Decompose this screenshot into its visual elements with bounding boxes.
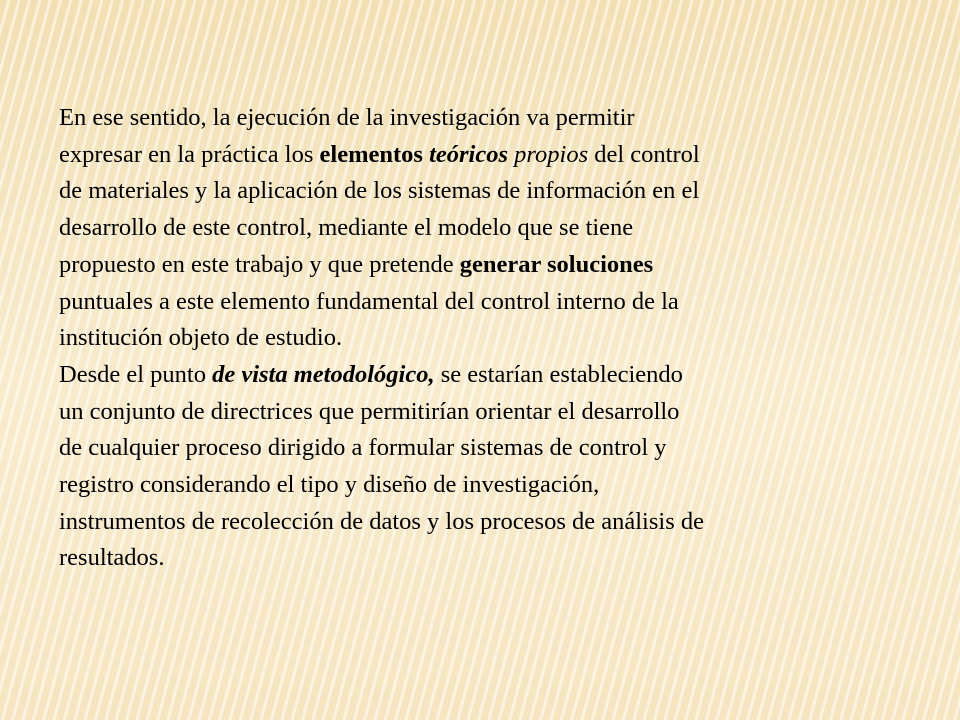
paragraph-1-line-1: En ese sentido, la ejecución de la investigación va permitir [59, 104, 635, 131]
paragraph-1-line-2 [59, 137, 909, 174]
bold-text: elementos [319, 140, 423, 168]
italic-text: teóricos [429, 140, 509, 168]
paragraph-2 [59, 357, 909, 577]
paragraph-2-line-3: de cualquier proceso dirigido a formular sistemas de control y [59, 434, 667, 462]
paragraph-1-line-4: desarrollo de este control, mediante el modelo que se tiene [59, 214, 634, 242]
italic-text: de vista metodológico, [212, 360, 435, 388]
paragraph-2-line-6: resultados. [59, 544, 165, 572]
paragraph-1-line-3: de materiales y la aplicación de los sistemas de información en el [59, 177, 700, 205]
paragraph-2-line-4: registro considerando el tipo y diseño de investigación, [59, 471, 600, 499]
paragraph-2-line-1 [59, 357, 909, 394]
paragraph-1-line-5 [59, 247, 909, 284]
text-run: propuesto en este trabajo y que pretende [59, 250, 460, 278]
bold-italic-text [429, 141, 508, 168]
paragraph-2-line-5: instrumentos de recolección de datos y los procesos de análisis de [59, 507, 704, 535]
text-run: del control [588, 140, 700, 168]
slide-body-text [59, 100, 909, 577]
bold-italic-text [212, 361, 435, 388]
text-run: expresar en la práctica los [59, 140, 320, 168]
italic-text: propios [514, 140, 589, 168]
bold-text: generar soluciones [459, 250, 654, 278]
paragraph-1-line-6: puntuales a este elemento fundamental del control interno de la [59, 287, 679, 315]
paragraph-1-line-7: institución objeto de estudio. [59, 324, 343, 352]
paragraph-2-line-2: un conjunto de directrices que permitirían orientar el desarrollo [59, 397, 680, 425]
text-run: se estarían estableciendo [434, 360, 683, 388]
paragraph-1 [59, 100, 909, 357]
text-run: Desde el punto [59, 360, 213, 388]
